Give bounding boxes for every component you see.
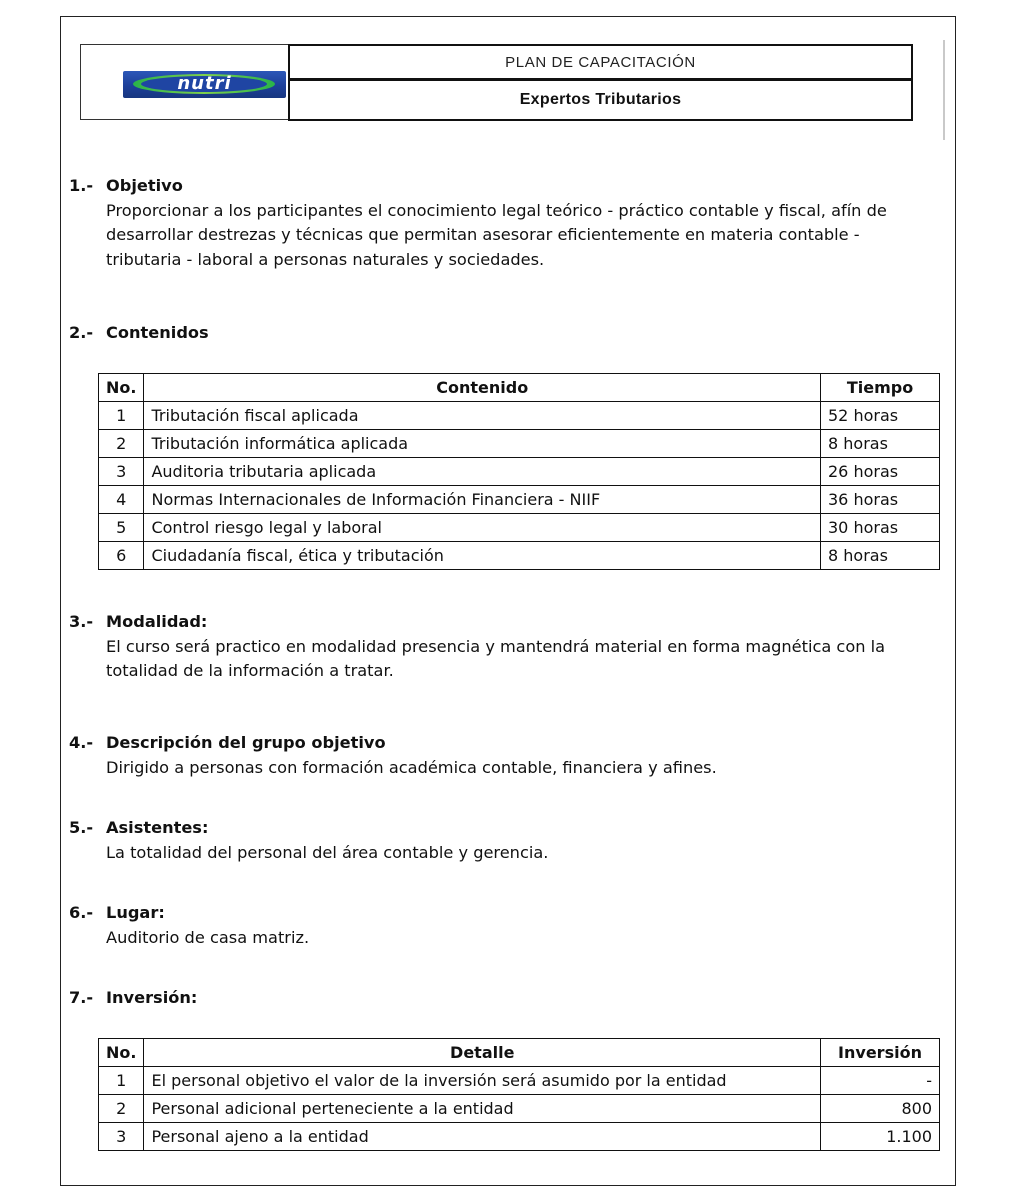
section-heading: Objetivo [106,176,183,195]
row-time: 8 horas [821,430,940,458]
section-heading: Descripción del grupo objetivo [106,733,386,752]
header-subtitle-cell [288,79,913,121]
table-header-row [99,374,940,402]
section-text-line: tributaria - laboral a personas naturales y sociedades. [106,249,545,269]
section-text-line: desarrollar destrezas y técnicas que permitan asesorar eficientemente en materia contable - [106,225,860,244]
row-time: 8 horas [821,542,940,570]
section-number: 6.- [69,903,94,922]
column-header: No. [99,1039,144,1067]
document-subtitle: Expertos Tributarios [519,91,682,108]
section-objetivo [69,174,929,272]
row-amount: 800 [821,1095,940,1123]
row-content: Auditoria tributaria aplicada [144,458,821,486]
document-title: PLAN DE CAPACITACIÓN [505,53,696,71]
row-detail: Personal adicional perteneciente a la entidad [144,1095,821,1123]
table-row [99,1067,940,1095]
contents-table [98,373,940,570]
section-modalidad [69,610,929,684]
row-content: Ciudadanía fiscal, ética y tributación [144,542,821,570]
row-number: 6 [99,542,144,570]
section-text-line: totalidad de la información a tratar. [106,661,394,680]
column-header: Detalle [144,1039,821,1067]
row-number: 4 [99,486,144,514]
section-number: 7.- [69,988,94,1007]
section-heading: Modalidad: [106,612,208,631]
table-row [99,458,940,486]
section-number: 5.- [69,818,94,837]
section-text-line: La totalidad del personal del área contable y gerencia. [106,842,549,862]
row-time: 26 horas [821,458,940,486]
row-number: 3 [99,458,144,486]
row-number: 3 [99,1123,144,1151]
table-row [99,1123,940,1151]
section-heading: Contenidos [106,323,209,342]
row-time: 30 horas [821,514,940,542]
row-amount: 1.100 [821,1123,940,1151]
row-content: Control riesgo legal y laboral [144,514,821,542]
table-row [99,1095,940,1123]
table-row [99,430,940,458]
row-content: Tributación informática aplicada [144,430,821,458]
section-text-line: Proporcionar a los participantes el conocimiento legal teórico - práctico contable y fiscal, afín de [106,200,887,220]
table-row [99,542,940,570]
section-heading: Asistentes: [106,818,209,837]
table-row [99,486,940,514]
row-number: 1 [99,1067,144,1095]
section-number: 4.- [69,733,94,752]
section-heading: Lugar: [106,903,165,922]
investment-table [98,1038,940,1151]
row-number: 5 [99,514,144,542]
section-grupo-objetivo [69,731,929,780]
row-number: 2 [99,430,144,458]
row-time: 36 horas [821,486,940,514]
row-detail: Personal ajeno a la entidad [144,1123,821,1151]
row-content: Normas Internacionales de Información Financiera - NIIF [144,486,821,514]
section-inversion [69,986,929,1011]
table-row [99,514,940,542]
row-number: 2 [99,1095,144,1123]
section-text-line: Auditorio de casa matriz. [106,927,310,947]
row-amount: - [821,1067,940,1095]
column-header: Inversión [821,1039,940,1067]
table-header-row [99,1039,940,1067]
table-row [99,402,940,430]
section-number: 1.- [69,176,94,195]
section-heading: Inversión: [106,988,198,1007]
logo-text: nutri [177,73,232,94]
section-lugar [69,901,929,950]
header-title-cell [288,44,913,80]
section-text-line: Dirigido a personas con formación académica contable, financiera y afines. [106,757,717,777]
page-edge-shadow [943,40,945,140]
section-number: 2.- [69,323,94,342]
section-asistentes [69,816,929,865]
row-time: 52 horas [821,402,940,430]
column-header: Contenido [144,374,821,402]
section-text-line: El curso será practico en modalidad presencia y mantendrá material en forma magnética con la [106,636,886,656]
nutri-logo [123,71,286,98]
row-content: Tributación fiscal aplicada [144,402,821,430]
column-header: Tiempo [821,374,940,402]
row-number: 1 [99,402,144,430]
column-header: No. [99,374,144,402]
row-detail: El personal objetivo el valor de la inversión será asumido por la entidad [144,1067,821,1095]
section-number: 3.- [69,612,94,631]
section-contenidos [69,321,929,346]
